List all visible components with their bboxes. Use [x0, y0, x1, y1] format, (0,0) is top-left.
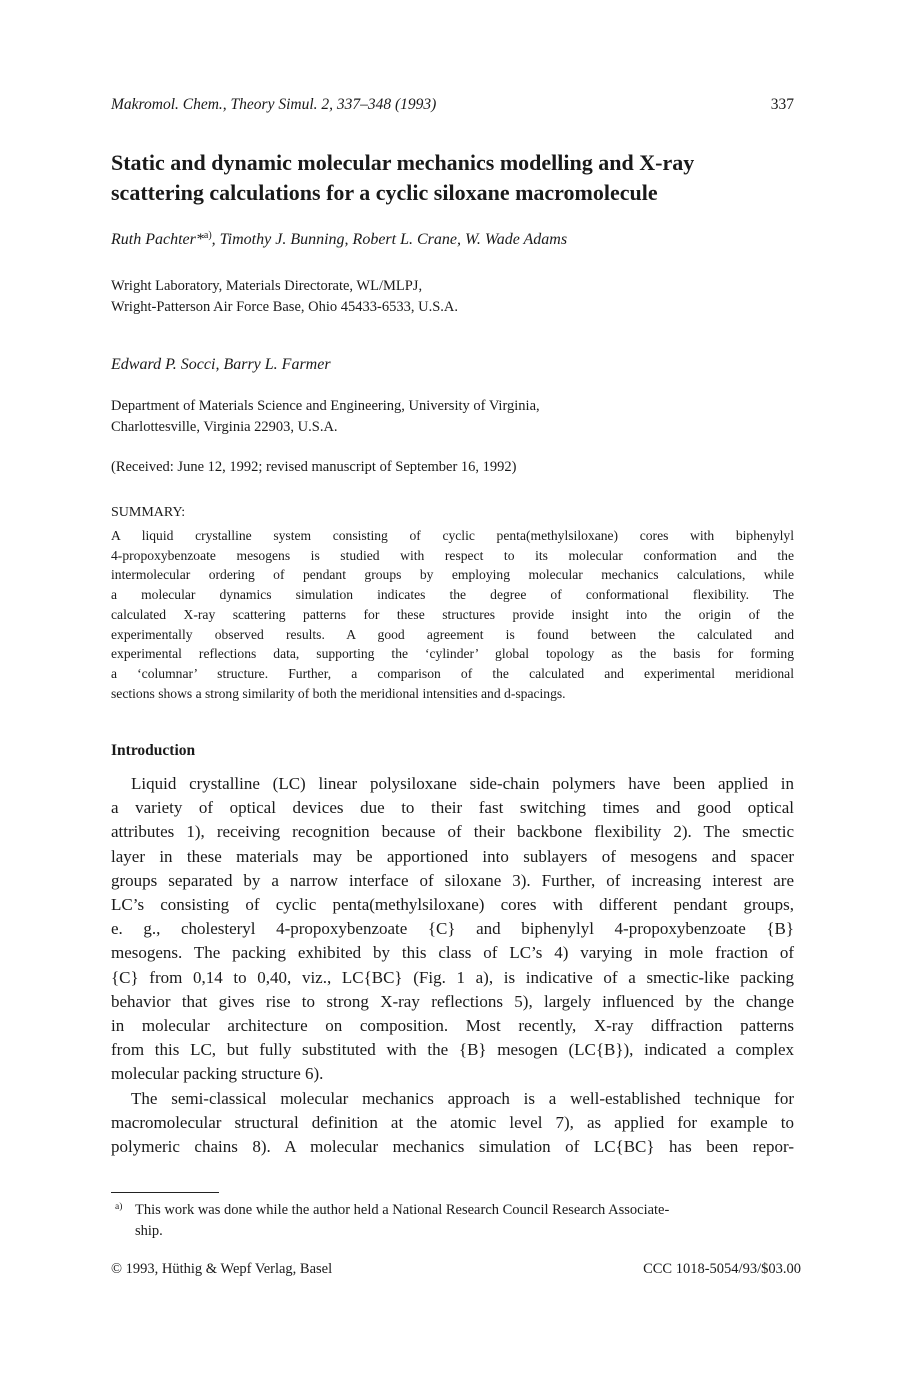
body-line: polymeric chains 8). A molecular mechanics simulation of LC{BC} has been repor- — [111, 1137, 794, 1157]
footnote-line: ship. — [135, 1223, 163, 1239]
affiliation-2 — [111, 396, 540, 438]
summary-line: intermolecular ordering of pendant groups by employing molecular mechanics calculations, while — [111, 567, 794, 583]
summary-line: experimental reflections data, supporting the ‘cylinder’ global topology as the basis for forming — [111, 646, 794, 662]
summary-text — [111, 526, 794, 703]
summary-line: calculated X-ray scattering patterns for these structures provide insight into the origin of the — [111, 606, 794, 622]
summary-line: a molecular dynamics simulation indicates the degree of conformational flexibility. The — [111, 587, 794, 603]
article-title — [111, 148, 801, 208]
running-head — [111, 96, 801, 118]
summary-line: sections shows a strong similarity of both the meridional intensities and d-spacings. — [111, 685, 566, 701]
body-line: LC’s consisting of cyclic penta(methylsiloxane) cores with different pendant groups, — [111, 895, 794, 915]
body-line: behavior that gives rise to strong X-ray reflections 5), largely influenced by the change — [111, 991, 794, 1011]
author-list-2: Edward P. Socci, Barry L. Farmer — [111, 356, 331, 373]
affiliation-line: Charlottesville, Virginia 22903, U.S.A. — [111, 419, 338, 435]
affiliation-1 — [111, 276, 458, 318]
summary-line: experimentally observed results. A good agreement is found between the calculated and — [111, 626, 794, 642]
body-line: e. g., cholesteryl 4-propoxybenzoate {C} and biphenylyl 4-propoxybenzoate {B} — [111, 919, 794, 939]
body-line: mesogens. The packing exhibited by this class of LC’s 4) varying in mole fraction of — [111, 943, 794, 963]
body-line: Liquid crystalline (LC) linear polysiloxane side-chain polymers have been applied in — [131, 774, 794, 793]
author-list-1 — [111, 230, 567, 249]
title-line: Static and dynamic molecular mechanics modelling and X-ray — [111, 150, 695, 175]
footnote-line: This work was done while the author held a National Research Council Research Associate- — [135, 1202, 670, 1218]
journal-citation: Makromol. Chem., Theory Simul. 2, 337–348 (1993) — [111, 96, 437, 113]
summary-line: a ‘columnar’ structure. Further, a comparison of the calculated and experimental meridional — [111, 665, 794, 681]
body-line: a variety of optical devices due to their fast switching times and good optical — [111, 798, 794, 818]
section-heading-introduction: Introduction — [111, 742, 196, 759]
body-line: attributes 1), receiving recognition because of their backbone flexibility 2). The smectic — [111, 822, 794, 842]
summary-line: 4-propoxybenzoate mesogens is studied with respect to its molecular conformation and the — [111, 547, 794, 563]
body-line: layer in these materials may be apportioned into sublayers of mesogens and spacer — [111, 846, 794, 866]
footnote — [111, 1200, 801, 1242]
affiliation-line: Department of Materials Science and Engineering, University of Virginia, — [111, 398, 540, 414]
footnote-rule — [111, 1192, 219, 1193]
introduction-text — [111, 772, 794, 1159]
body-line: {C} from 0,14 to 0,40, viz., LC{BC} (Fig. 1 a), is indicative of a smectic-like packing — [111, 967, 794, 987]
affiliation-line: Wright Laboratory, Materials Directorate, WL/MLPJ, — [111, 278, 423, 294]
body-line: molecular packing structure 6). — [111, 1064, 324, 1084]
first-author: Ruth Pachter* — [111, 231, 204, 248]
affiliation-line: Wright-Patterson Air Force Base, Ohio 45433-6533, U.S.A. — [111, 299, 458, 315]
received-dates: (Received: June 12, 1992; revised manuscript of September 16, 1992) — [111, 459, 517, 475]
co-authors: , Timothy J. Bunning, Robert L. Crane, W. Wade Adams — [211, 231, 568, 248]
summary-line: A liquid crystalline system consisting of cyclic penta(methylsiloxane) cores with biphenylyl — [111, 528, 794, 543]
affiliation-mark: a) — [203, 230, 212, 241]
copyright-notice: © 1993, Hüthig & Wepf Verlag, Basel — [111, 1261, 333, 1277]
page-number: 337 — [770, 96, 794, 113]
summary-heading: SUMMARY: — [111, 505, 186, 520]
ccc-code: CCC 1018-5054/93/$03.00 — [643, 1261, 801, 1277]
body-line: from this LC, but fully substituted with the {B} mesogen (LC{B}), indicated a complex — [111, 1040, 794, 1060]
body-line: macromolecular structural definition at the atomic level 7), as applied for example to — [111, 1112, 794, 1132]
body-line: in molecular architecture on composition. Most recently, X-ray diffraction patterns — [111, 1016, 794, 1036]
body-line: groups separated by a narrow interface of siloxane 3). Further, of increasing interest are — [111, 870, 794, 890]
body-line: The semi-classical molecular mechanics approach is a well-established technique for — [131, 1088, 794, 1108]
title-line: scattering calculations for a cyclic siloxane macromolecule — [111, 180, 658, 205]
footnote-mark: a) — [115, 1202, 123, 1212]
